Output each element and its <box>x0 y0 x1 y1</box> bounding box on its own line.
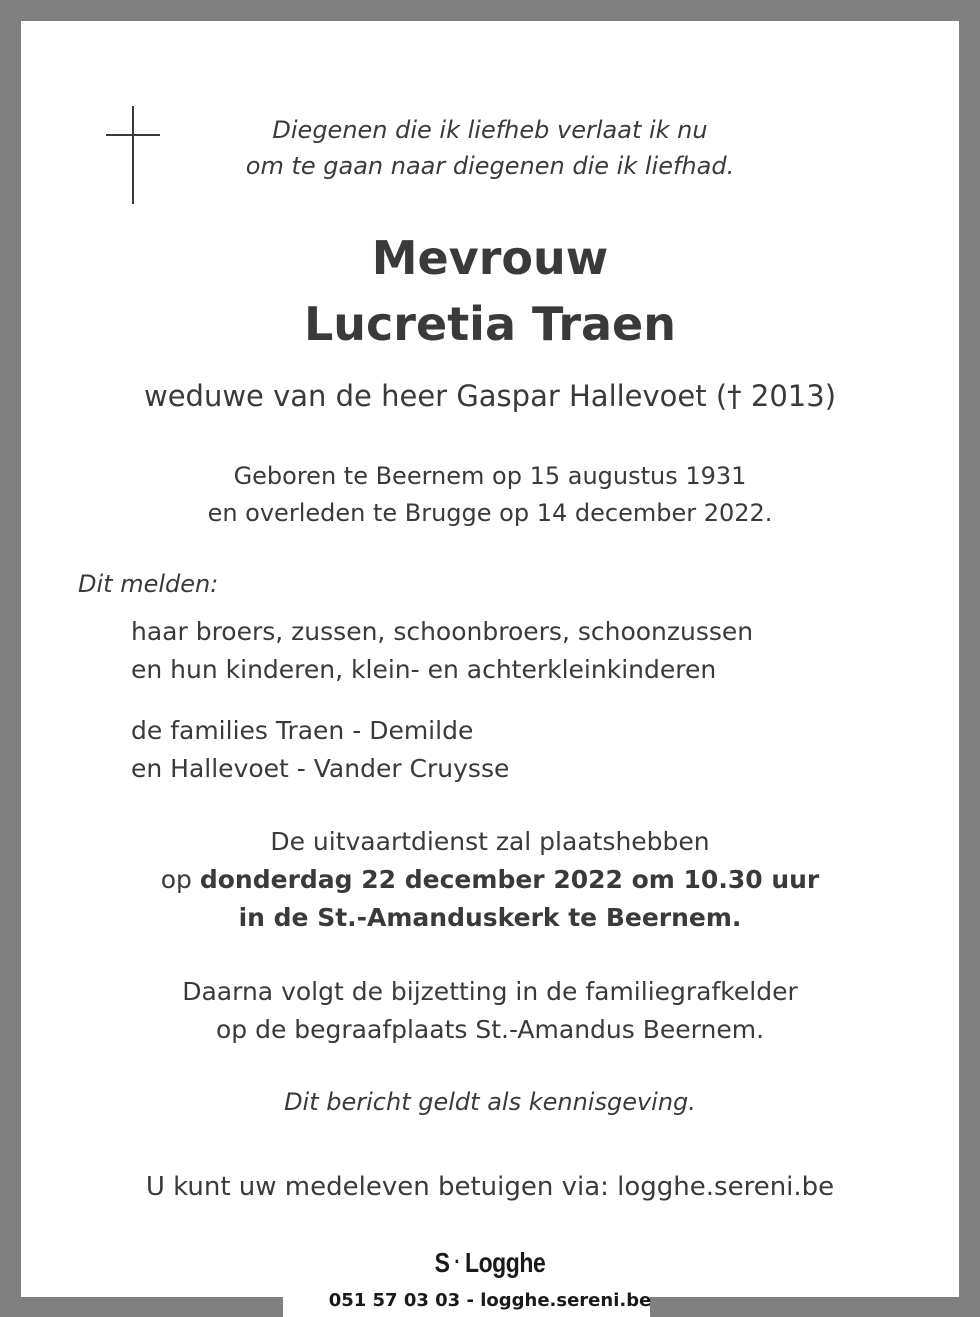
service-line-1: De uitvaartdienst zal plaatshebben <box>270 827 710 856</box>
burial-info <box>0 973 980 1049</box>
funeral-home-logo <box>88 1245 892 1283</box>
service-prefix: op <box>160 865 200 894</box>
deceased-name: Lucretia Traen <box>303 297 677 351</box>
family-group-1 <box>131 613 753 689</box>
family-group-2-line-2: en Hallevoet - Vander Cruysse <box>131 754 510 783</box>
service-location: in de St.-Amanduskerk te Beernem. <box>238 903 742 932</box>
widow-line: weduwe van de heer Gaspar Hallevoet († 2013) <box>143 379 837 413</box>
funeral-service <box>0 823 980 937</box>
birth-line: Geboren te Beernem op 15 augustus 1931 <box>233 462 747 490</box>
burial-line-2: op de begraafplaats St.-Amandus Beernem. <box>215 1015 765 1044</box>
logo-letter: S <box>434 1247 450 1278</box>
contact-line: 051 57 03 03 - logghe.sereni.be <box>328 1290 652 1311</box>
family-group-1-line-2: en hun kinderen, klein- en achterkleinkinderen <box>131 655 717 684</box>
logo-name: Logghe <box>464 1247 546 1278</box>
death-line: en overleden te Brugge op 14 december 2022. <box>207 499 773 527</box>
salutation: Mevrouw <box>371 231 609 285</box>
logo-separator: · <box>454 1249 461 1274</box>
condolence-line: U kunt uw medeleven betuigen via: logghe.sereni.be <box>145 1172 835 1202</box>
announcers-intro: Dit melden: <box>78 570 219 598</box>
life-dates <box>0 458 980 532</box>
family-group-2-line-1: de families Traen - Demilde <box>131 716 474 745</box>
memorial-quote <box>0 112 980 184</box>
family-group-1-line-1: haar broers, zussen, schoonbroers, schoonzussen <box>131 617 754 646</box>
quote-line-1: Diegenen die ik liefheb verlaat ik nu <box>272 116 708 144</box>
quote-line-2: om te gaan naar diegenen die ik liefhad. <box>245 152 735 180</box>
service-line-2 <box>0 861 980 899</box>
burial-line-1: Daarna volgt de bijzetting in de familiegrafkelder <box>182 977 798 1006</box>
family-group-2 <box>131 712 509 788</box>
notice-line: Dit bericht geldt als kennisgeving. <box>284 1088 696 1116</box>
service-datetime: donderdag 22 december 2022 om 10.30 uur <box>199 865 820 894</box>
